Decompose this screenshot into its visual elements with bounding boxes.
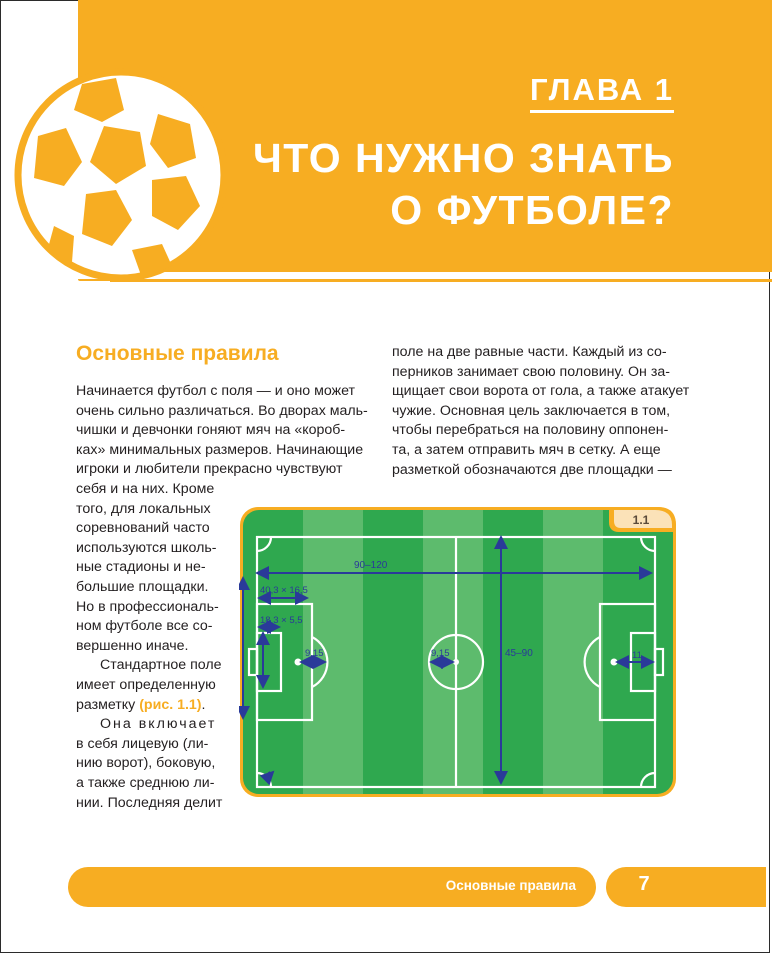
text-line: чтобы перебраться на половину оппонен- [392, 422, 669, 439]
dim-label-corner: 1 [267, 770, 273, 780]
text-line: себя и на них. Кроме [76, 481, 215, 497]
dim-label-goal-area: 18,3 × 5,5 [260, 615, 303, 626]
text-line: а также среднюю ли- [76, 774, 215, 791]
text-line: та, а затем отправить мяч в сетку. А еще [392, 441, 661, 458]
page-number: 7 [638, 873, 650, 895]
football-field-figure [239, 506, 677, 798]
text-line: большие площадки. [76, 578, 209, 595]
chapter-label: ГЛАВА 1 [530, 72, 674, 113]
text-span: . [201, 696, 206, 713]
text-line: очень сильно различаться. Во дворах маль- [76, 402, 368, 419]
dim-label-penalty-spot: 11 [632, 650, 642, 661]
text-line: используются школь- [76, 539, 217, 556]
chapter-title-line: О ФУТБОЛЕ? [390, 187, 674, 233]
text-line: разметкой обозначаются две площадки — [392, 461, 672, 478]
chapter-title [253, 132, 674, 236]
text-line: в себя лицевую (ли- [76, 735, 209, 752]
text-line: щищает свои ворота от гола, а также атакует [392, 383, 690, 400]
text-line: поле на две равные части. Каждый из со- [392, 344, 667, 360]
text-line: игроки и любители прекрасно чувствуют [76, 461, 343, 478]
section-heading: Основные правила [76, 342, 279, 365]
text-span: разметку [76, 696, 140, 713]
body-paragraph [76, 382, 368, 480]
text-line: Начинается футбол с поля — и оно может [76, 383, 356, 399]
text-line: вершенно иначе. [76, 637, 189, 654]
text-line: имеет определенную [76, 676, 216, 693]
dim-label-center-circle: 9,15 [431, 648, 450, 659]
text-line: ные стадионы и не- [76, 559, 206, 576]
dim-label-penalty-area: 40,3 × 16,5 [260, 585, 308, 596]
dim-label-width: 45–90 [505, 648, 533, 659]
body-paragraph-wrapped [76, 480, 222, 813]
text-line: нию ворот), боковую, [76, 755, 216, 772]
footer-section-title: Основные правила [445, 878, 576, 893]
chapter-title-line: ЧТО НУЖНО ЗНАТЬ [252, 135, 674, 181]
body-paragraph-right [392, 343, 689, 480]
text-line: соревнований часто [76, 520, 210, 537]
soccer-ball-icon [12, 66, 230, 284]
text-line: нии. Последняя делит [76, 794, 223, 811]
figure-reference-link[interactable]: (рис. 1.1) [139, 696, 202, 713]
text-line: чишки и девчонки гоняют мяч на «короб- [76, 422, 346, 439]
footer-bar [68, 867, 596, 907]
text-line: чужие. Основная цель заключается в том, [392, 402, 671, 419]
text-line: Она включает [100, 716, 217, 733]
text-line [76, 696, 222, 716]
figure-tag-label: 1.1 [632, 513, 650, 527]
text-line: перников занимает свою половину. Он за- [392, 363, 670, 380]
text-line: ном футболе все со- [76, 618, 213, 635]
page-number-pill [606, 867, 766, 907]
text-line: ках» минимальных размеров. Начинающие [76, 441, 364, 458]
text-line: Стандартное поле [100, 657, 222, 674]
text-line: того, для локальных [76, 500, 211, 517]
text-line: Но в профессиональ- [76, 598, 219, 615]
dim-label-penalty-mark: 9,15 [305, 648, 324, 659]
figure-tag [609, 507, 676, 532]
dim-label-length: 90–120 [354, 560, 388, 571]
